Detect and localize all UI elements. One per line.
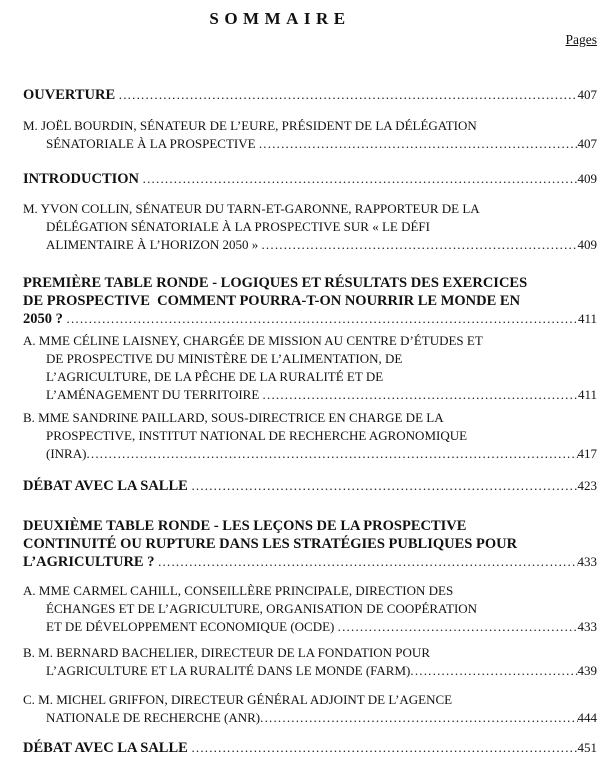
toc-entry-line: L’AGRICULTURE, DE LA PÊCHE DE LA RURALITÉ ET DE <box>46 369 384 384</box>
page-title: SOMMAIRE <box>209 9 351 28</box>
toc-entry-text: NATIONALE DE RECHERCHE (ANR) <box>46 710 261 725</box>
toc-entry-line <box>23 170 597 188</box>
toc-entry-text: 2050 ? <box>23 311 67 327</box>
toc-entry-line <box>23 739 597 757</box>
dot-leader <box>261 236 577 254</box>
toc-entry-text: L’AGRICULTURE ? <box>23 554 159 570</box>
toc-entry-text: ALIMENTAIRE À L’HORIZON 2050 » <box>46 237 262 252</box>
toc-entry-text: OUVERTURE <box>23 87 119 103</box>
dot-leader <box>263 386 578 404</box>
toc-entry-line <box>23 135 597 153</box>
page-number: 423 <box>577 478 597 493</box>
toc-entry-line <box>23 709 597 727</box>
page-number: 409 <box>577 171 597 186</box>
toc-entry-line <box>23 618 597 636</box>
toc-entry-text: L’AGRICULTURE ET LA RURALITÉ DANS LE MONDE (FARM) <box>46 663 411 678</box>
page-number: 439 <box>577 663 597 678</box>
toc-entry-line: C. M. MICHEL GRIFFON, DIRECTEUR GÉNÉRAL ADJOINT DE L’AGENCE <box>23 692 453 707</box>
toc-entry <box>23 582 597 636</box>
page-number: 411 <box>577 387 597 402</box>
toc-entry-line <box>23 86 597 104</box>
page-number: 444 <box>577 710 597 725</box>
toc-entry-text: ET DE DÉVELOPPEMENT ECONOMIQUE (OCDE) <box>46 619 338 634</box>
page-number: 417 <box>577 446 597 461</box>
toc-entry-line <box>23 662 597 680</box>
toc-entry-line <box>23 236 597 254</box>
dot-leader <box>86 445 577 463</box>
dot-leader <box>191 739 577 757</box>
toc-entry <box>23 274 597 328</box>
toc-entry-text: L’AMÉNAGEMENT DU TERRITOIRE <box>46 387 263 402</box>
toc-entry-line: DEUXIÈME TABLE RONDE - LES LEÇONS DE LA PROSPECTIVE <box>23 518 467 534</box>
toc-entry <box>23 409 597 463</box>
toc-entry-line: B. M. BERNARD BACHELIER, DIRECTEUR DE LA FONDATION POUR <box>23 645 430 660</box>
page-number: 433 <box>577 619 597 634</box>
dot-leader <box>158 553 577 571</box>
dot-leader <box>67 310 578 328</box>
toc-entry-text: DÉBAT AVEC LA SALLE <box>23 740 192 756</box>
page-number: 451 <box>577 740 597 755</box>
dot-leader <box>410 662 577 680</box>
toc-entry-line: A. MME CÉLINE LAISNEY, CHARGÉE DE MISSION AU CENTRE D’ÉTUDES ET <box>23 333 483 348</box>
toc-entry <box>23 739 597 757</box>
toc-entry-text: (INRA) <box>46 446 87 461</box>
dot-leader <box>259 135 578 153</box>
toc-entry <box>23 86 597 104</box>
toc-entry-line: DE PROSPECTIVE COMMENT POURRA-T-ON NOURRIR LE MONDE EN <box>23 293 521 309</box>
toc-list <box>23 86 597 757</box>
toc-entry-line: DÉLÉGATION SÉNATORIALE À LA PROSPECTIVE SUR « LE DÉFI <box>46 219 430 234</box>
toc-entry-line: B. MME SANDRINE PAILLARD, SOUS-DIRECTRICE EN CHARGE DE LA <box>23 410 444 425</box>
page-number: 411 <box>577 311 597 326</box>
dot-leader <box>119 86 578 104</box>
toc-entry-line: ÉCHANGES ET DE L’AGRICULTURE, ORGANISATION DE COOPÉRATION <box>46 601 478 616</box>
page-number: 409 <box>577 237 597 252</box>
toc-entry-line: M. JOËL BOURDIN, SÉNATEUR DE L’EURE, PRÉSIDENT DE LA DÉLÉGATION <box>23 118 477 133</box>
toc-entry-text: DÉBAT AVEC LA SALLE <box>23 478 192 494</box>
toc-entry-line <box>23 310 597 328</box>
toc-entry <box>23 117 597 153</box>
dot-leader <box>191 477 577 495</box>
toc-entry-line <box>23 445 597 463</box>
page-number: 433 <box>577 554 597 569</box>
toc-entry <box>23 517 597 571</box>
toc-entry-line: PREMIÈRE TABLE RONDE - LOGIQUES ET RÉSULTATS DES EXERCICES <box>23 275 528 291</box>
toc-entry-line <box>23 553 597 571</box>
toc-entry <box>23 170 597 188</box>
toc-entry-line <box>23 477 597 495</box>
toc-entry <box>23 644 597 680</box>
dot-leader <box>143 170 578 188</box>
page-number: 407 <box>577 136 597 151</box>
toc-entry <box>23 691 597 727</box>
toc-entry-line: DE PROSPECTIVE DU MINISTÈRE DE L’ALIMENTATION, DE <box>46 351 403 366</box>
toc-entry-line: CONTINUITÉ OU RUPTURE DANS LES STRATÉGIES PUBLIQUES POUR <box>23 536 518 552</box>
pages-column-header: Pages <box>565 32 597 47</box>
toc-entry-line: M. YVON COLLIN, SÉNATEUR DU TARN-ET-GARONNE, RAPPORTEUR DE LA <box>23 201 480 216</box>
toc-entry-line: PROSPECTIVE, INSTITUT NATIONAL DE RECHERCHE AGRONOMIQUE <box>46 428 468 443</box>
toc-entry <box>23 477 597 495</box>
toc-entry-line: A. MME CARMEL CAHILL, CONSEILLÈRE PRINCIPALE, DIRECTION DES <box>23 583 454 598</box>
dot-leader <box>260 709 577 727</box>
page-number: 407 <box>577 87 597 102</box>
toc-entry-text: INTRODUCTION <box>23 171 143 187</box>
toc-entry-text: SÉNATORIALE À LA PROSPECTIVE <box>46 136 259 151</box>
toc-entry <box>23 332 597 404</box>
toc-entry <box>23 200 597 254</box>
toc-entry-line <box>23 386 597 404</box>
dot-leader <box>338 618 578 636</box>
